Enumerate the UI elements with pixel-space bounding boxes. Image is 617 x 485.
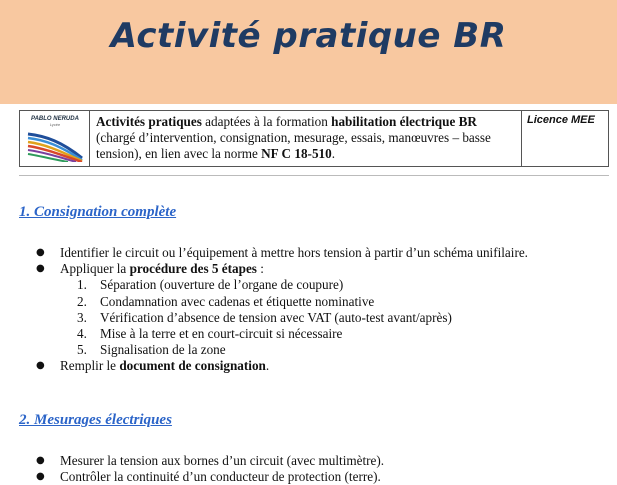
steps-container: [24, 277, 528, 358]
list-item-bold: document de consignation: [119, 358, 266, 374]
step-text: Séparation (ouverture de l’organe de coupure): [100, 277, 344, 293]
step-text: Vérification d’absence de tension avec VAT (auto-test avant/après): [100, 309, 452, 325]
step-item: [24, 342, 528, 358]
desc-text-3: .: [331, 146, 336, 161]
step-item: [24, 326, 528, 342]
bullet-icon: ●: [36, 360, 45, 372]
bullet-icon: ●: [36, 247, 45, 258]
step-number: 5.: [77, 342, 87, 358]
school-logo-icon: [26, 128, 84, 162]
steps-list: [24, 277, 528, 358]
desc-bold-1: Activités pratiques: [96, 114, 202, 129]
step-number: 1.: [77, 277, 87, 293]
step-number: 2.: [77, 293, 87, 309]
list-item-tail: :: [256, 261, 264, 277]
info-table: [19, 110, 609, 167]
logo-name: PABLO NERUDA: [31, 116, 79, 122]
section-2-list: [24, 453, 384, 485]
list-item: [24, 245, 528, 261]
section-1-list: [24, 245, 528, 375]
step-number: 3.: [77, 309, 87, 325]
list-item: [24, 453, 384, 469]
logo-cell: [20, 111, 90, 166]
desc-text-2: (chargé d’intervention, consignation, mesurage, essais, manœuvres – basse tension), en lien avec la norme: [96, 130, 491, 161]
bullet-icon: ●: [36, 263, 45, 275]
page-title: Activité pratique BR: [110, 16, 507, 56]
step-text: Condamnation avec cadenas et étiquette nominative: [100, 293, 375, 309]
list-item-tail: .: [265, 358, 270, 374]
list-item-bold: procédure des 5 étapes: [129, 261, 257, 277]
step-item: [24, 277, 528, 293]
list-item: [24, 358, 528, 374]
step-item: [24, 310, 528, 326]
step-item: [24, 294, 528, 310]
section-1-title: 1. Consignation complète: [19, 204, 177, 220]
list-item-text: Appliquer la: [60, 261, 130, 277]
step-number: 4.: [77, 326, 87, 342]
step-text: Mise à la terre et en court-circuit si nécessaire: [100, 326, 343, 342]
desc-bold-2: habilitation électrique BR: [331, 114, 477, 129]
section-2-title: 2. Mesurages électriques: [19, 412, 172, 428]
description-cell: [90, 111, 522, 166]
step-text: Signalisation de la zone: [100, 342, 226, 358]
list-item-text: Contrôler la continuité d’un conducteur de protection (terre).: [60, 469, 381, 485]
bullet-icon: ●: [36, 471, 45, 483]
desc-text-1: adaptées à la formation: [201, 114, 332, 129]
logo-subtitle: Lycée: [49, 122, 61, 127]
list-item: [24, 469, 384, 485]
licence-cell: Licence MEE: [527, 114, 595, 126]
title-banner: [0, 0, 617, 104]
list-item-text: Remplir le: [60, 358, 120, 374]
list-item-text: Identifier le circuit ou l’équipement à mettre hors tension à partir d’un schéma unifilaire.: [60, 245, 528, 260]
desc-bold-3: NF C 18-510: [261, 146, 332, 161]
list-item: [24, 261, 528, 277]
bullet-icon: ●: [36, 455, 45, 466]
divider: [19, 175, 609, 176]
list-item-text: Mesurer la tension aux bornes d’un circuit (avec multimètre).: [60, 453, 385, 468]
